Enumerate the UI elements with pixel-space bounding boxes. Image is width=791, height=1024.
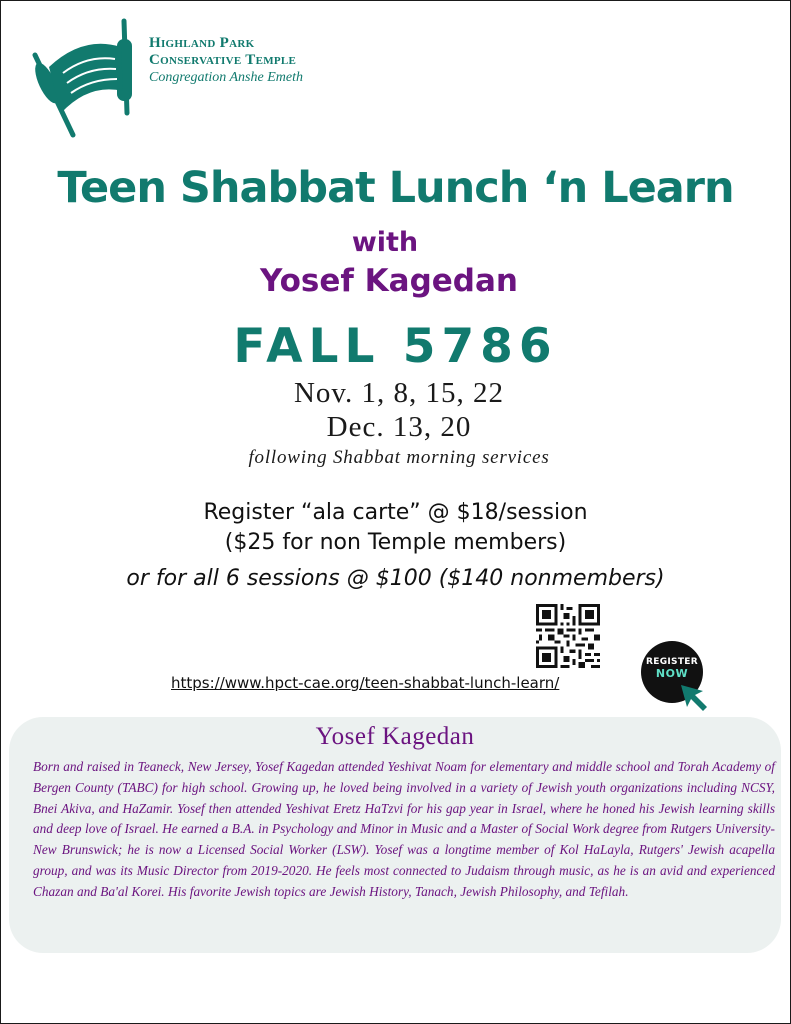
- pricing-session: Register “ala carte” @ $18/session: [203, 500, 588, 525]
- event-title: Teen Shabbat Lunch ‘n Learn: [57, 163, 734, 213]
- registration-link[interactable]: https://www.hpct-cae.org/teen-shabbat-lunch-learn/: [171, 674, 560, 692]
- org-name-line1: Highland Park: [149, 35, 255, 51]
- bio-paragraph: Born and raised in Teaneck, New Jersey, Yosef Kagedan attended Yeshivat Noam for elementary and middle school and Torah Academy of Bergen County (TABC) for high school. Growing up, he loved being involved in a variety of Jewish youth organizations including NCSY, Bnei Akiva, and HaZamir. Yosef then attended Yeshivat Eretz HaTzvi for his gap year in Israel, where he honed his Jewish learning skills and deep love of Israel. He earned a B.A. in Psychology and Minor in Music and a Master of Social Work degree from Rutgers University-New Brunswick; he is now a Licensed Social Worker (LSW). Yosef was a longtime member of Kol HaLayla, Rutgers' Jewish acapella group, and was its Music Director from 2019-2020. He feels most connected to Judaism through music, as he is an avid and experienced Chazan and Ba'al Korei. His favorite Jewish topics are Jewish History, Tanach, Jewish Philosophy, and Tefilah.: [33, 759, 775, 899]
- season-heading: FALL 5786: [233, 319, 558, 374]
- org-name-line2: Conservative Temple: [149, 52, 297, 68]
- presenter-name: Yosef Kagedan: [260, 263, 518, 299]
- dates-december: Dec. 13, 20: [326, 411, 472, 443]
- register-button-label: REGISTER: [646, 657, 698, 667]
- org-name-block: [149, 35, 303, 87]
- bio-heading: Yosef Kagedan: [315, 723, 475, 750]
- now-button-label: NOW: [655, 667, 689, 680]
- pricing-nonmember: ($25 for non Temple members): [224, 530, 567, 555]
- cursor-arrow-icon: [677, 681, 713, 717]
- torah-scroll-icon: [23, 17, 143, 142]
- dates-november: Nov. 1, 8, 15, 22: [293, 377, 505, 409]
- bio-panel: [9, 717, 781, 953]
- following-services-note: following Shabbat morning services: [248, 447, 550, 468]
- with-label: with: [351, 227, 419, 258]
- org-congregation: Congregation Anshe Emeth: [149, 70, 303, 85]
- qr-code-icon[interactable]: [536, 604, 600, 668]
- pricing-all-sessions: or for all 6 sessions @ $100 ($140 nonmembers): [126, 566, 665, 591]
